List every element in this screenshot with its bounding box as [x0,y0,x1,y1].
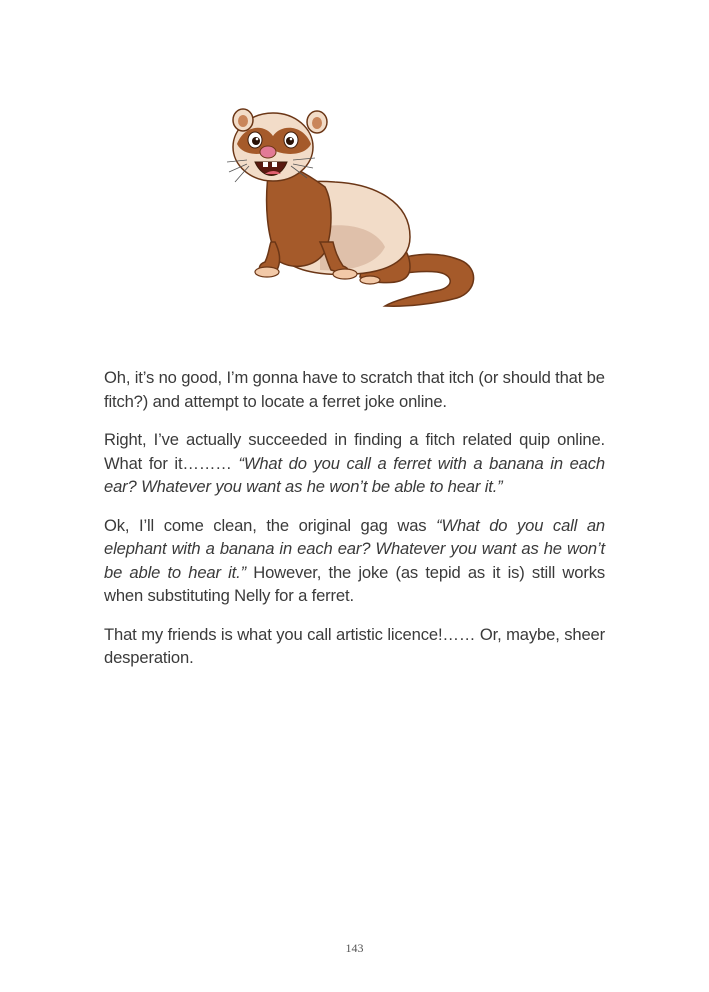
body-text [104,366,605,685]
paragraph-1: Oh, it’s no good, I’m gonna have to scratch that itch (or should that be fitch?) and attempt to locate a ferret joke online. [104,368,605,411]
ferret-icon [225,102,485,312]
ferret-illustration [225,102,485,312]
paragraph-4: That my friends is what you call artistic licence!…… Or, maybe, sheer desperation. [104,624,605,667]
paragraph-3 [104,514,605,608]
paragraph-3-intro: Ok, I’ll come clean, the original gag was [104,515,437,535]
paragraph-3-outro: However, the joke (as tepid as it is) still works when substituting Nelly for a ferret. [104,562,605,605]
paragraph-2-plain: Right, I’ve actually succeeded in finding a fitch related quip online. What for it……… [104,430,605,473]
paragraph-2-joke: “What do you call a ferret with a banana in each ear? Whatever you want as he won’t be able to hear it.” [104,453,605,496]
paragraph-3-original-gag: “What do you call an elephant with a banana in each ear? Whatever you want as he won’t be able to hear it.” [104,515,606,582]
paragraph-2 [104,428,605,499]
page-number: 143 [345,941,364,955]
